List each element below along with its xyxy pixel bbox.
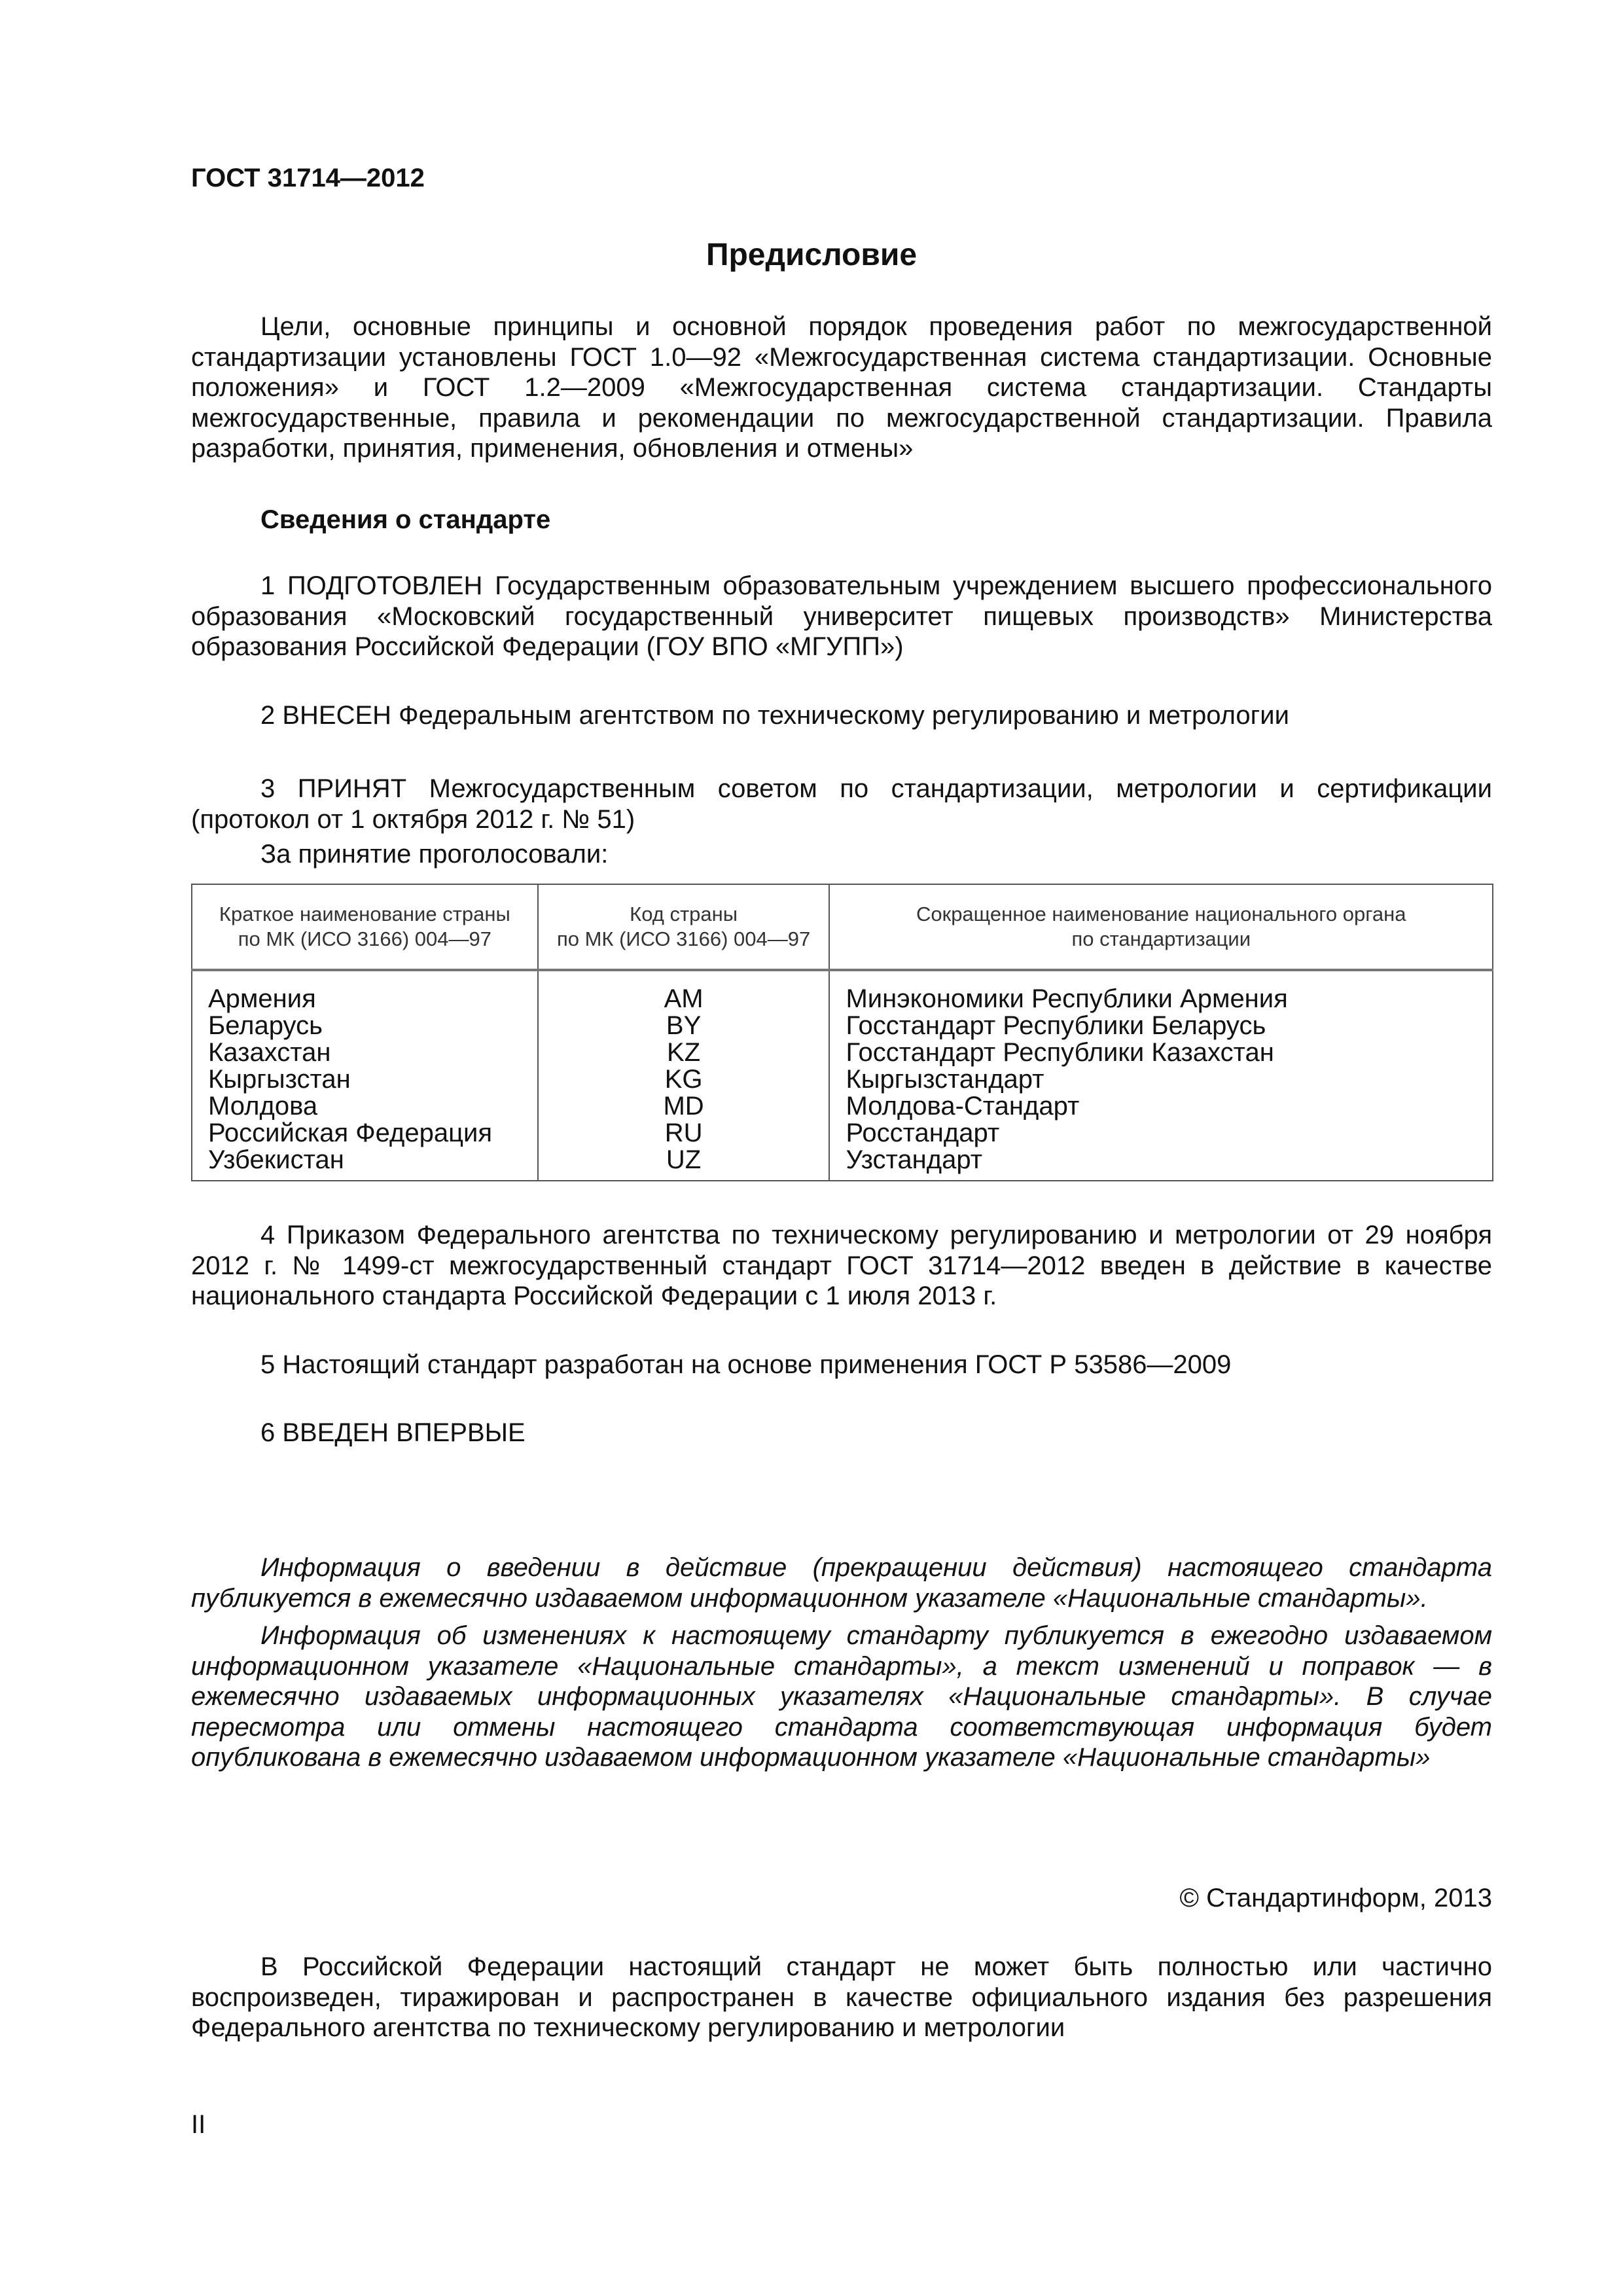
header-national-body (829, 884, 1493, 970)
national-body: Минэкономики Республики Армения (846, 984, 1288, 1013)
copyright: © Стандартинформ, 2013 (1179, 1884, 1492, 1912)
header-country-name (192, 884, 538, 970)
country-code: RU (664, 1119, 703, 1147)
info-paragraph-1: Информация о введении в действие (прекращении действия) настоящего стандарта публикуется в ежемесячно издаваемом информационном указателе «Национальные стандарты». (191, 1553, 1492, 1613)
item-2-submitted: 2 ВНЕСЕН Федеральным агентством по техническому регулированию и метрологии (260, 701, 1289, 730)
subheading: Сведения о стандарте (260, 505, 551, 534)
info-paragraph-2: Информация об изменениях к настоящему стандарту публикуется в ежегодно издаваемом информационном указателе «Национальные стандарты», а текст изменений и поправок — в ежемесячно издаваемых информационных указателях «Национальные стандарты». В случае пересмотра или отмены настоящего стандарта соответствующая информация будет опубликована в ежемесячно издаваемом информационном указателе «Национальные стандарты» (191, 1621, 1492, 1772)
header-country-code (538, 884, 830, 970)
national-body: Госстандарт Республики Казахстан (846, 1038, 1274, 1067)
country-name: Кыргызстан (208, 1065, 351, 1094)
national-body: Молдова-Стандарт (846, 1092, 1080, 1121)
country-code: MD (663, 1092, 704, 1121)
header-line: по МК (ИСО 3166) 004—97 (556, 927, 811, 950)
page-title: Предисловие (705, 238, 918, 272)
national-body: Узстандарт (846, 1145, 983, 1174)
item-4-order: 4 Приказом Федерального агентства по техническому регулированию и метрологии от 29 ноября 2012 г. № 1499-ст межгосударственный стандарт ГОСТ 31714—2012 введен в действие в качестве национального стандарта Российской Федерации с 1 июля 2013 г. (191, 1221, 1492, 1310)
country-name: Российская Федерация (208, 1119, 493, 1147)
national-body: Кыргызстандарт (846, 1065, 1044, 1094)
country-code: UZ (666, 1145, 702, 1174)
country-code: BY (666, 1011, 702, 1040)
header-line: Сокращенное наименование национального органа (916, 903, 1406, 925)
country-code: AM (664, 984, 704, 1013)
page-number: II (191, 2110, 206, 2139)
country-code: KG (664, 1065, 703, 1094)
national-body: Росстандарт (846, 1119, 1000, 1147)
table-header-row (192, 884, 1493, 970)
item-6-introduced: 6 ВВЕДЕН ВПЕРВЫЕ (260, 1418, 526, 1447)
header-line: Краткое наименование страны (219, 903, 510, 925)
country-code: KZ (667, 1038, 701, 1067)
header-line: по стандартизации (1071, 927, 1251, 950)
item-1-prepared: 1 ПОДГОТОВЛЕН Государственным образовательным учреждением высшего профессионального образования «Московский государственный университет пищевых производств» Министерства образования Российской Федерации (ГОУ ВПО «МГУПП») (191, 571, 1492, 661)
country-name: Молдова (208, 1092, 318, 1121)
country-name: Узбекистан (208, 1145, 344, 1174)
voting-table (191, 884, 1493, 1181)
table-row (192, 970, 1493, 1181)
intro-paragraph: Цели, основные принципы и основной порядок проведения работ по межгосударственной стандартизации установлены ГОСТ 1.0—92 «Межгосударственная система стандартизации. Основные положения» и ГОСТ 1.2—2009 «Межгосударственная система стандартизации. Стандарты межгосударственные, правила и рекомендации по межгосударственной стандартизации. Правила разработки, принятия, применения, обновления и отмены» (191, 312, 1492, 463)
country-names-cell (192, 970, 538, 1181)
national-body: Госстандарт Республики Беларусь (846, 1011, 1266, 1040)
header-line: Код страны (630, 903, 738, 925)
header-line: по МК (ИСО 3166) 004—97 (238, 927, 491, 950)
rights-paragraph: В Российской Федерации настоящий стандарт не может быть полностью или частично воспроизведен, тиражирован и распространен в качестве официального издания без разрешения Федерального агентства по техническому регулированию и метрологии (191, 1952, 1492, 2042)
country-name: Беларусь (208, 1011, 323, 1040)
country-codes-cell (538, 970, 830, 1181)
voted-label: За принятие проголосовали: (260, 840, 609, 869)
item-3-adopted: 3 ПРИНЯТ Межгосударственным советом по стандартизации, метрологии и сертификации (протокол от 1 октября 2012 г. № 51) (191, 774, 1492, 834)
national-bodies-cell (829, 970, 1493, 1181)
country-name: Казахстан (208, 1038, 331, 1067)
item-5-basis: 5 Настоящий стандарт разработан на основе применения ГОСТ Р 53586—2009 (260, 1350, 1232, 1379)
standard-number: ГОСТ 31714—2012 (191, 164, 425, 192)
country-name: Армения (208, 984, 316, 1013)
